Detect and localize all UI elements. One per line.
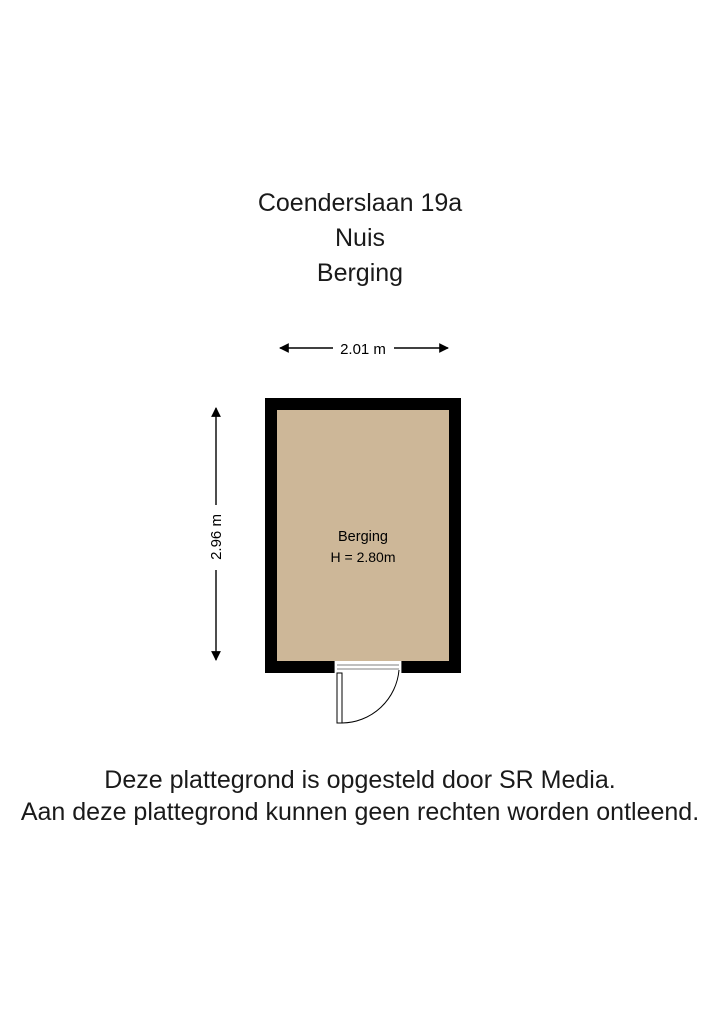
depth-dimension-label: 2.96 m <box>208 514 225 560</box>
room-height-label: H = 2.80m <box>330 549 396 565</box>
width-dimension-label: 2.01 m <box>340 341 386 358</box>
disclaimer-line-2: Aan deze plattegrond kunnen geen rechten worden ontleend. <box>20 798 700 826</box>
width-dimension <box>280 341 448 358</box>
door-opening <box>334 661 402 673</box>
floor-level-title: Nuis <box>334 224 385 252</box>
door-leaf <box>337 673 342 723</box>
space-title: Berging <box>316 259 404 287</box>
room-name-label: Berging <box>338 529 388 545</box>
address-title: Coenderslaan 19a <box>257 189 463 217</box>
door-swing-arc <box>342 670 399 723</box>
disclaimer <box>0 764 720 828</box>
door <box>334 661 402 723</box>
depth-dimension <box>208 408 225 660</box>
disclaimer-line-1: Deze plattegrond is opgesteld door SR Media. <box>104 766 616 794</box>
